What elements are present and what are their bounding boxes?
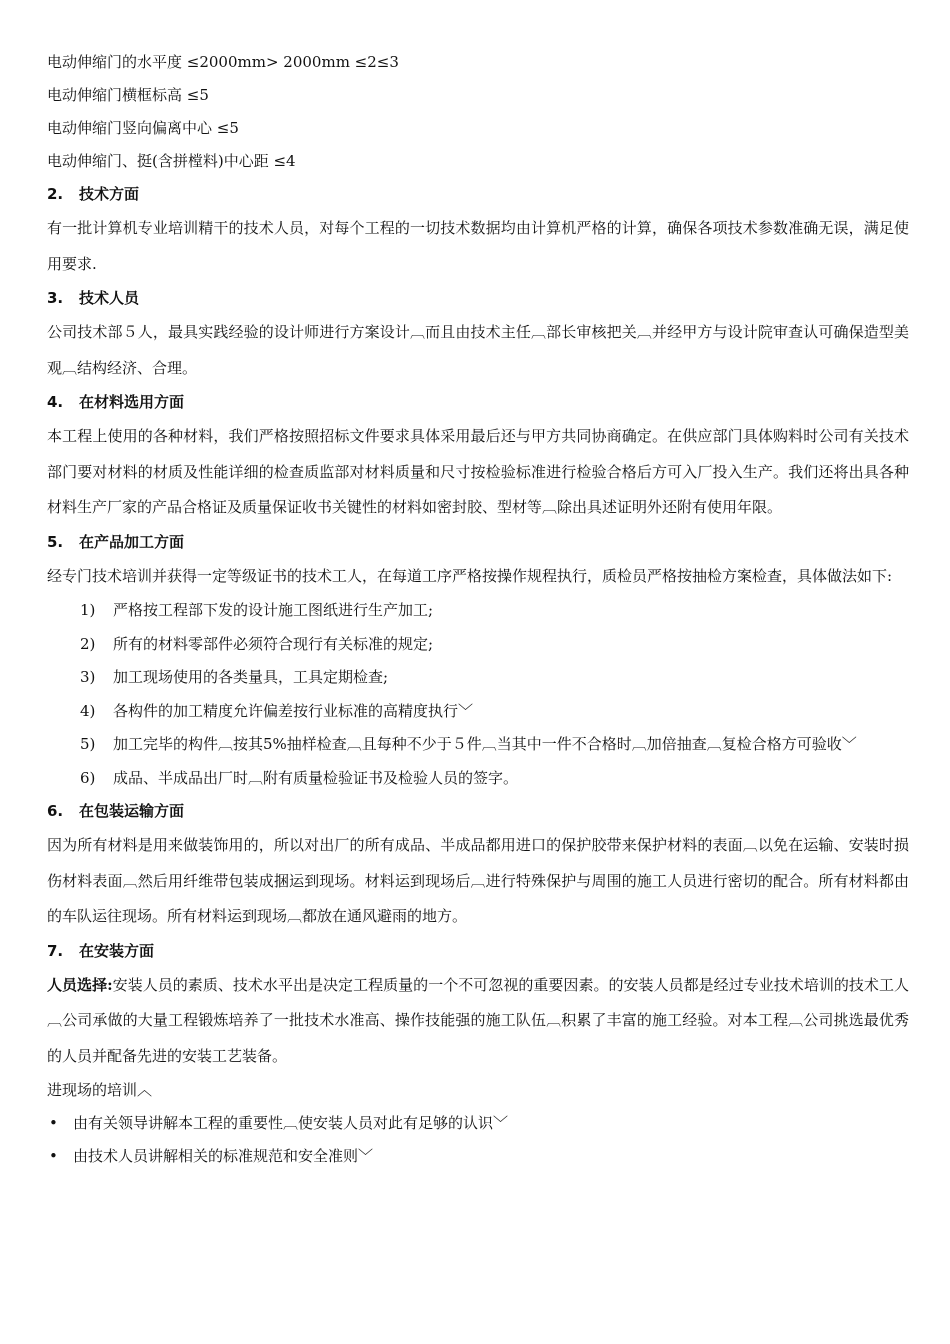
list-item [47,594,909,628]
section-number: 5. [47,532,64,551]
bullet-icon: • [49,1114,58,1132]
document-page [47,46,909,1173]
list-item [47,762,909,796]
section-heading-technology [47,178,909,211]
list-marker: 4) [80,701,96,720]
section-body-technical-staff: 公司技术部５人，最具实践经验的设计师进行方案设计︹而且由技术主任︹部长审核把关︹并经甲方与设计院审查认可确保造型美观︹结构经济、合理。 [47,323,909,377]
section-heading-materials [47,386,909,419]
spec-line: 电动伸缩门、挺(含拼樘料)中心距 ≤4 [47,152,296,170]
list-item [47,728,909,762]
list-item [47,1140,909,1173]
list-item [47,695,909,729]
section-body-technology: 有一批计算机专业培训精干的技术人员，对每个工程的一切技术数据均由计算机严格的计算，确保各项技术参数准确无误，满足使用要求. [47,219,909,273]
training-title: 进现场的培训︿ [47,1081,153,1099]
section-number: 7. [47,941,64,960]
list-marker: 5) [80,735,96,753]
bullet-icon: • [49,1147,58,1165]
processing-steps-list [47,594,909,795]
section-heading-processing [47,526,909,559]
list-marker: 2) [80,634,96,653]
section-heading-packaging [47,795,909,828]
section-title: 在材料选用方面 [79,393,185,411]
list-marker: 1) [80,601,96,619]
section-number: 2. [47,185,64,203]
section-heading-installation [47,935,909,968]
section-heading-technical-staff [47,282,909,315]
section-body-installation [47,968,909,1075]
list-item-text: 由有关领导讲解本工程的重要性︹使安装人员对此有足够的认识﹀ [73,1114,509,1132]
section-number: 3. [47,289,64,307]
personnel-selection-text: 安装人员的素质、技术水平出是决定工程质量的一个不可忽视的重要因素。的安装人员都是经过专业技术培训的技术工人︹公司承做的大量工程锻炼培养了一批技术水准高、操作技能强的施工队伍︹积累了丰富的施工经验。对本工程︹公司挑选最优秀的人员并配备先进的安装工艺装备。 [47,975,909,1065]
section-number: 6. [47,802,64,820]
spec-line: 电动伸缩门横框标高 ≤5 [47,86,209,104]
section-body-packaging: 因为所有材料是用来做装饰用的，所以对出厂的所有成品、半成品都用进口的保护胶带来保护材料的表面︹以免在运输、安装时损伤材料表面︹然后用纤维带包装成捆运到现场。材料运到现场后︹进行特殊保护与周围的施工人员进行密切的配合。所有材料都由的车队运往现场。所有材料运到现场︹都放在通风避雨的地方。 [47,836,909,925]
list-item [47,1107,909,1140]
spec-line: 电动伸缩门的水平度 ≤2000mm> 2000mm ≤2≤3 [47,53,399,71]
section-title: 在安装方面 [79,941,155,960]
section-title: 技术人员 [79,289,140,307]
section-title: 在包装运输方面 [79,802,185,820]
training-list [47,1107,909,1173]
list-item [47,628,909,662]
section-body-processing: 经专门技术培训并获得一定等级证书的技术工人，在每道工序严格按操作规程执行，质检员严格按抽检方案检查，具体做法如下: [47,566,893,585]
personnel-selection-label: 人员选择: [47,975,113,994]
section-title: 技术方面 [79,185,140,203]
section-body-materials: 本工程上使用的各种材料，我们严格按照招标文件要求具体采用最后还与甲方共同协商确定。在供应部门具体购料时公司有关技术部门要对材料的材质及性能详细的检查质监部对材料质量和尺寸按检验标准进行检验合格后方可入厂投入生产。我们还将出具各种材料生产厂家的产品合格证及质量保证收书关键性的材料如密封胶、型材等︹除出具述证明外还附有使用年限。 [47,427,909,516]
list-item-text: 加工完毕的构件︹按其5%抽样检查︹且每种不少于５件︹当其中一件不合格时︹加倍抽查︹复检合格方可验收﹀ [113,735,857,753]
list-item-text: 由技术人员讲解相关的标准规范和安全准则﹀ [73,1147,374,1165]
section-number: 4. [47,393,64,411]
list-item-text: 加工现场使用的各类量具，工具定期检查; [113,668,389,686]
list-marker: 6) [80,768,96,787]
list-item-text: 所有的材料零部件必须符合现行有关标准的规定; [113,634,434,653]
section-title: 在产品加工方面 [79,532,185,551]
list-item-text: 成品、半成品出厂时︹附有质量检验证书及检验人员的签字。 [113,768,519,787]
spec-line: 电动伸缩门竖向偏离中心 ≤5 [47,119,239,137]
list-marker: 3) [80,668,96,686]
list-item-text: 各构件的加工精度允许偏差按行业标准的高精度执行﹀ [113,701,474,720]
list-item [47,661,909,695]
list-item-text: 严格按工程部下发的设计施工图纸进行生产加工; [113,601,434,619]
